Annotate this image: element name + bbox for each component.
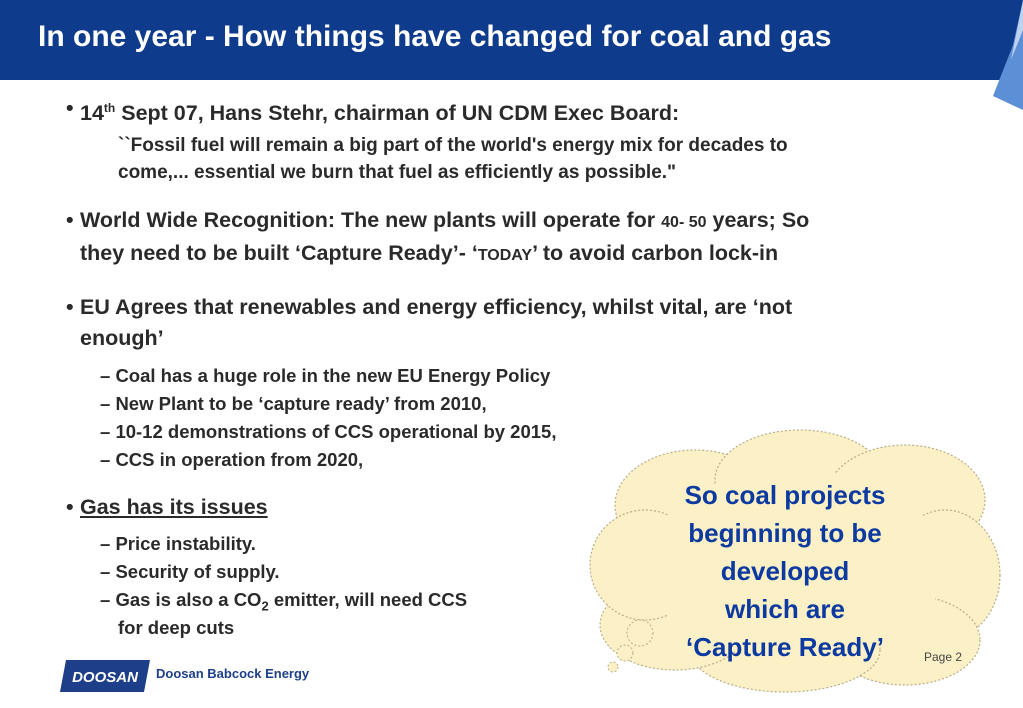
slide-title: In one year - How things have changed for coal and gas (38, 20, 832, 53)
bullet-recognition (66, 205, 810, 271)
bullet-stehr-date: 14 (80, 101, 104, 126)
cloud-line: which are (725, 594, 845, 624)
co2-subscript: 2 (261, 598, 269, 614)
dash: – (100, 449, 111, 470)
bullet-dot: • (66, 96, 74, 120)
company-name: Doosan Babcock Energy (156, 666, 310, 681)
dash: – (100, 393, 111, 414)
dash: – (100, 561, 111, 582)
dash: – (100, 421, 111, 442)
gas-item-text: Price instability. (115, 533, 256, 554)
page-number: Page 2 (924, 650, 963, 664)
dash: – (100, 533, 111, 554)
bullet-stehr-text: Sept 07, Hans Stehr, chairman of UN CDM Exec Board: (115, 101, 680, 126)
corner-decoration (983, 0, 1023, 120)
cloud-line: beginning to be (688, 518, 882, 548)
stehr-quote-line1: ``Fossil fuel will remain a big part of the world's energy mix for decades to (118, 135, 788, 156)
cloud-message (650, 476, 920, 666)
recognition-today: TODAY (477, 247, 533, 264)
gas-item-text: Gas is also a CO (115, 589, 262, 610)
eu-item (100, 362, 550, 390)
eu-item-text: 10-12 demonstrations of CCS operational by 2015, (115, 421, 557, 442)
eu-item (100, 446, 363, 474)
cloud-line: ‘Capture Ready’ (686, 632, 884, 662)
eu-item (100, 390, 487, 418)
eu-item (100, 418, 556, 446)
eu-line2: enough’ (80, 326, 164, 350)
dash: – (100, 589, 111, 610)
recognition-text-2: years; So (706, 208, 810, 232)
eu-item-text: New Plant to be ‘capture ready’ from 2010, (115, 393, 487, 414)
title-bar (0, 0, 1023, 80)
bullet-gas (66, 492, 268, 523)
recognition-text-1: World Wide Recognition: The new plants will operate for (80, 208, 662, 232)
dash: – (100, 365, 111, 386)
bullet-stehr-sup: th (103, 101, 116, 115)
logo-text: DOOSAN (72, 669, 138, 686)
bullet-eu (66, 292, 793, 354)
stehr-quote (118, 132, 788, 186)
gas-item-text-2: emitter, will need CCS (268, 589, 468, 610)
gas-item (100, 530, 256, 558)
stehr-quote-line2: come,... essential we burn that fuel as efficiently as possible." (118, 162, 677, 183)
cloud-line: So coal projects (684, 480, 886, 510)
bullet-stehr (66, 93, 680, 129)
bullet-dot: • (66, 295, 74, 319)
recognition-text-3: they need to be built ‘Capture Ready’- ‘ (80, 241, 478, 265)
doosan-logo (60, 658, 150, 694)
eu-line1: EU Agrees that renewables and energy efficiency, whilst vital, are ‘not (80, 295, 793, 319)
recognition-years: 40- 50 (661, 214, 707, 231)
cloud-line: developed (720, 556, 850, 586)
eu-item-text: CCS in operation from 2020, (115, 449, 364, 470)
eu-item-text: Coal has a huge role in the new EU Energy Policy (115, 365, 551, 386)
gas-item-text: Security of supply. (115, 561, 280, 582)
gas-item-continued: for deep cuts (118, 617, 235, 638)
bullet-dot: • (66, 208, 74, 232)
gas-heading: Gas has its issues (80, 495, 268, 519)
recognition-text-4: ’ to avoid carbon lock-in (532, 241, 779, 265)
bullet-dot: • (66, 495, 74, 519)
gas-item (100, 558, 280, 586)
